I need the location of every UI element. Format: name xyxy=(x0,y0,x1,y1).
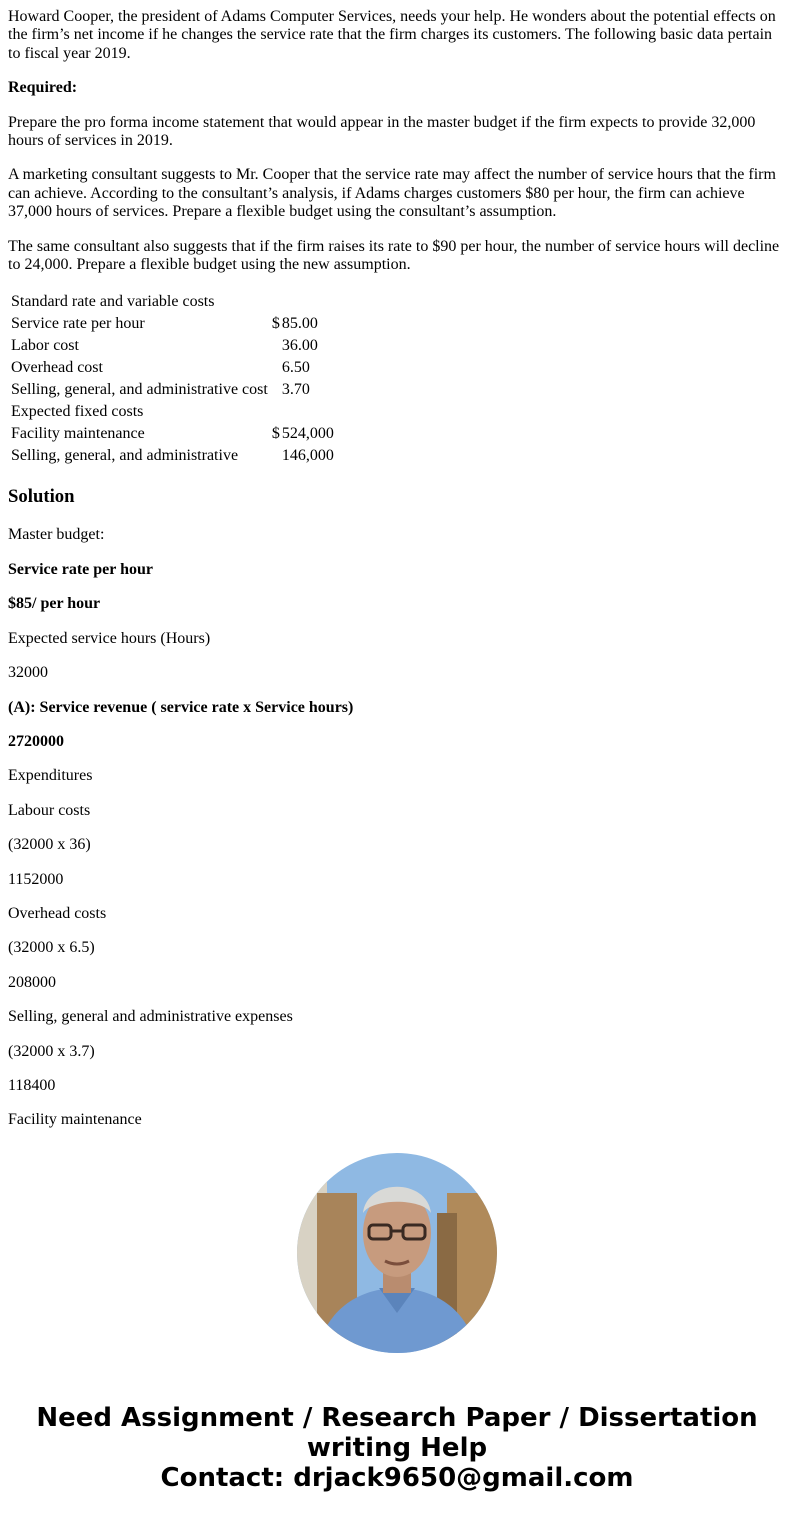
row-label: Selling, general, and administrative xyxy=(11,447,239,465)
table-row xyxy=(10,292,335,312)
solution-line: 32000 xyxy=(8,664,48,682)
solution-line: Overhead costs xyxy=(8,904,107,922)
solution-line: Master budget: xyxy=(8,526,105,544)
requirement-paragraph-1: Prepare the pro forma income statement that would appear in the master budget if the firm expects to provide 32,000 hours of services in 2019. xyxy=(8,113,756,150)
table-row xyxy=(10,336,335,356)
solution-line: Facility maintenance xyxy=(8,1111,142,1129)
solution-line: Selling, general and administrative expenses xyxy=(8,1008,293,1026)
solution-line: (A): Service revenue ( service rate x Service hours) xyxy=(8,698,354,716)
row-value: 3.70 xyxy=(281,381,310,399)
row-value: 524,000 xyxy=(281,425,334,443)
table-row xyxy=(10,424,335,444)
row-label: Facility maintenance xyxy=(11,425,145,443)
row-currency xyxy=(271,336,280,356)
footer-contact-banner xyxy=(0,1403,794,1493)
footer-contact-email: Contact: drjack9650@gmail.com xyxy=(160,1463,634,1493)
solution-line: 208000 xyxy=(8,973,56,991)
avatar xyxy=(297,1153,497,1353)
row-value: 36.00 xyxy=(281,337,318,355)
row-value: 85.00 xyxy=(281,315,318,333)
document-body xyxy=(8,0,782,1146)
solution-line: 1152000 xyxy=(8,870,64,888)
row-currency: $ xyxy=(271,315,280,333)
row-currency: $ xyxy=(271,425,280,443)
solution-line: (32000 x 3.7) xyxy=(8,1042,95,1060)
author-photo xyxy=(297,1153,497,1353)
intro-paragraph: Howard Cooper, the president of Adams Computer Services, needs your help. He wonders about the potential effects on the firm’s net income if he changes the service rate that the firm charges its customers. The following basic data pertain to fiscal year 2019. xyxy=(8,8,776,62)
solution-line: 118400 xyxy=(8,1076,56,1094)
solution-line: $85/ per hour xyxy=(8,595,101,613)
solution-line: Expenditures xyxy=(8,767,93,785)
row-label: Service rate per hour xyxy=(11,315,145,333)
row-label: Selling, general, and administrative cost xyxy=(11,381,268,399)
row-currency xyxy=(271,402,280,422)
footer-line: Need Assignment / Research Paper / Dissertation xyxy=(36,1403,758,1433)
row-value: 146,000 xyxy=(281,447,334,465)
row-currency xyxy=(271,358,280,378)
table-row xyxy=(10,402,335,422)
row-label: Overhead cost xyxy=(11,359,103,377)
solution-line: (32000 x 6.5) xyxy=(8,939,95,957)
solution-heading: Solution xyxy=(8,486,75,508)
row-currency xyxy=(271,446,280,466)
solution-line: (32000 x 36) xyxy=(8,836,91,854)
row-label: Labor cost xyxy=(11,337,79,355)
row-label: Expected fixed costs xyxy=(11,403,144,421)
solution-line: Expected service hours (Hours) xyxy=(8,629,211,647)
row-value xyxy=(282,292,335,312)
cost-data-table xyxy=(8,290,337,468)
row-label: Standard rate and variable costs xyxy=(11,293,215,311)
table-row xyxy=(10,358,335,378)
row-currency xyxy=(271,380,280,400)
requirement-paragraph-3: The same consultant also suggests that if the firm raises its rate to $90 per hour, the number of service hours will decline to 24,000. Prepare a flexible budget using the new assumption. xyxy=(8,237,780,274)
row-value xyxy=(282,402,335,422)
table-row xyxy=(10,314,335,334)
table-row xyxy=(10,446,335,466)
required-heading: Required: xyxy=(8,79,78,97)
row-currency xyxy=(271,292,280,312)
row-value: 6.50 xyxy=(281,359,310,377)
requirement-paragraph-2: A marketing consultant suggests to Mr. Cooper that the service rate may affect the number of service hours that the firm can achieve. According to the consultant’s analysis, if Adams charges customers $80 per hour, the firm can achieve 37,000 hours of services. Prepare a flexible budget using the consultant’s assumption. xyxy=(8,166,776,221)
table-row xyxy=(10,380,335,400)
solution-line: 2720000 xyxy=(8,732,64,750)
footer-line: writing Help xyxy=(306,1433,488,1463)
solution-line: Service rate per hour xyxy=(8,560,153,578)
solution-body xyxy=(8,526,782,1129)
solution-line: Labour costs xyxy=(8,801,91,819)
